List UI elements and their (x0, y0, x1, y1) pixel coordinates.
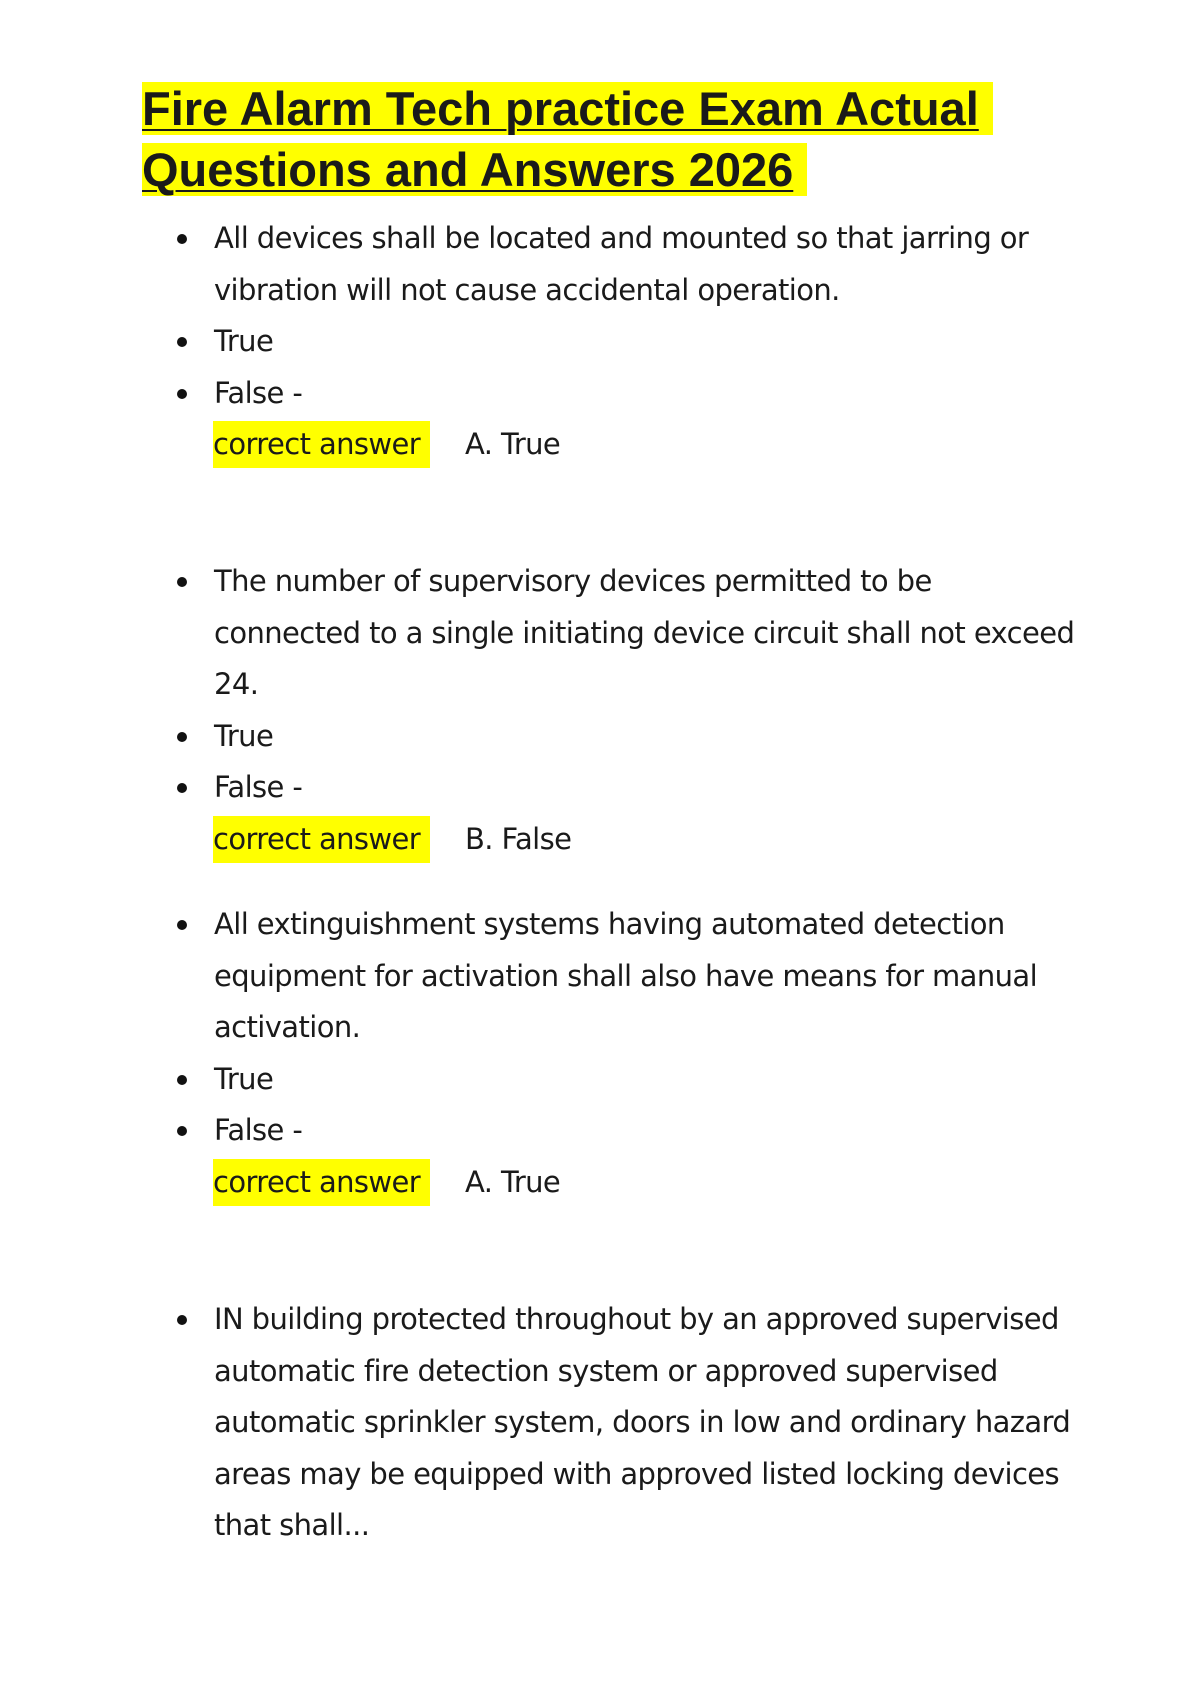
option-text: True (214, 324, 274, 358)
question-block-4 (0, 1294, 1200, 1552)
correct-answer-value: A. True (465, 427, 561, 461)
correct-answer-label: correct answer (213, 1159, 430, 1206)
bullet-icon (177, 732, 187, 742)
option-text: False - (214, 375, 303, 410)
option-item (0, 762, 1200, 814)
bullet-icon (177, 389, 187, 399)
correct-answer-label: correct answer (213, 421, 430, 468)
question-list (0, 899, 1200, 1157)
bullet-icon (177, 577, 187, 587)
bullet-icon (177, 920, 187, 930)
question-list (0, 213, 1200, 419)
correct-answer-label: correct answer (213, 816, 430, 863)
question-block-1 (0, 213, 1200, 470)
correct-answer-value: B. False (465, 821, 572, 856)
question-list (0, 556, 1200, 814)
option-item (0, 368, 1200, 420)
bullet-icon (177, 1075, 187, 1085)
question-list (0, 1294, 1200, 1552)
bullet-icon (177, 337, 187, 347)
question-prompt (0, 899, 1200, 1054)
option-item (0, 711, 1200, 763)
answer-row (0, 814, 1200, 865)
bullet-icon (177, 783, 187, 793)
question-block-2 (0, 556, 1200, 865)
answer-row (0, 1157, 1200, 1208)
question-prompt-text: All extinguishment systems having automated detection equipment for activation shall also have means for manual activation. (214, 907, 1038, 1044)
option-item (0, 1054, 1200, 1106)
document-title-text: Fire Alarm Tech practice Exam Actual Questions and Answers 2026 (142, 82, 993, 196)
answer-row (0, 419, 1200, 470)
option-item (0, 1105, 1200, 1157)
correct-answer-value: A. True (465, 1164, 561, 1199)
option-text: False - (214, 1113, 303, 1147)
bullet-icon (177, 1126, 187, 1136)
option-text: True (214, 1061, 274, 1096)
bullet-icon (177, 1315, 187, 1325)
option-text: False - (214, 770, 303, 804)
question-prompt-text: All devices shall be located and mounted so that jarring or vibration will not cause accidental operation. (214, 221, 1029, 307)
document-title (142, 78, 1042, 200)
option-text: True (214, 718, 274, 753)
option-item (0, 316, 1200, 368)
question-prompt (0, 213, 1200, 316)
question-block-3 (0, 899, 1200, 1208)
question-prompt-text: IN building protected throughout by an approved supervised automatic fire detection system or approved supervised automatic sprinkler system, doors in low and ordinary hazard areas may be equipped with approved listed locking devices that shall... (214, 1302, 1071, 1542)
question-prompt (0, 556, 1200, 711)
question-prompt-text: The number of supervisory devices permitted to be connected to a single initiating device circuit shall not exceed 24. (214, 564, 1075, 701)
bullet-icon (177, 234, 187, 244)
question-prompt (0, 1294, 1200, 1552)
